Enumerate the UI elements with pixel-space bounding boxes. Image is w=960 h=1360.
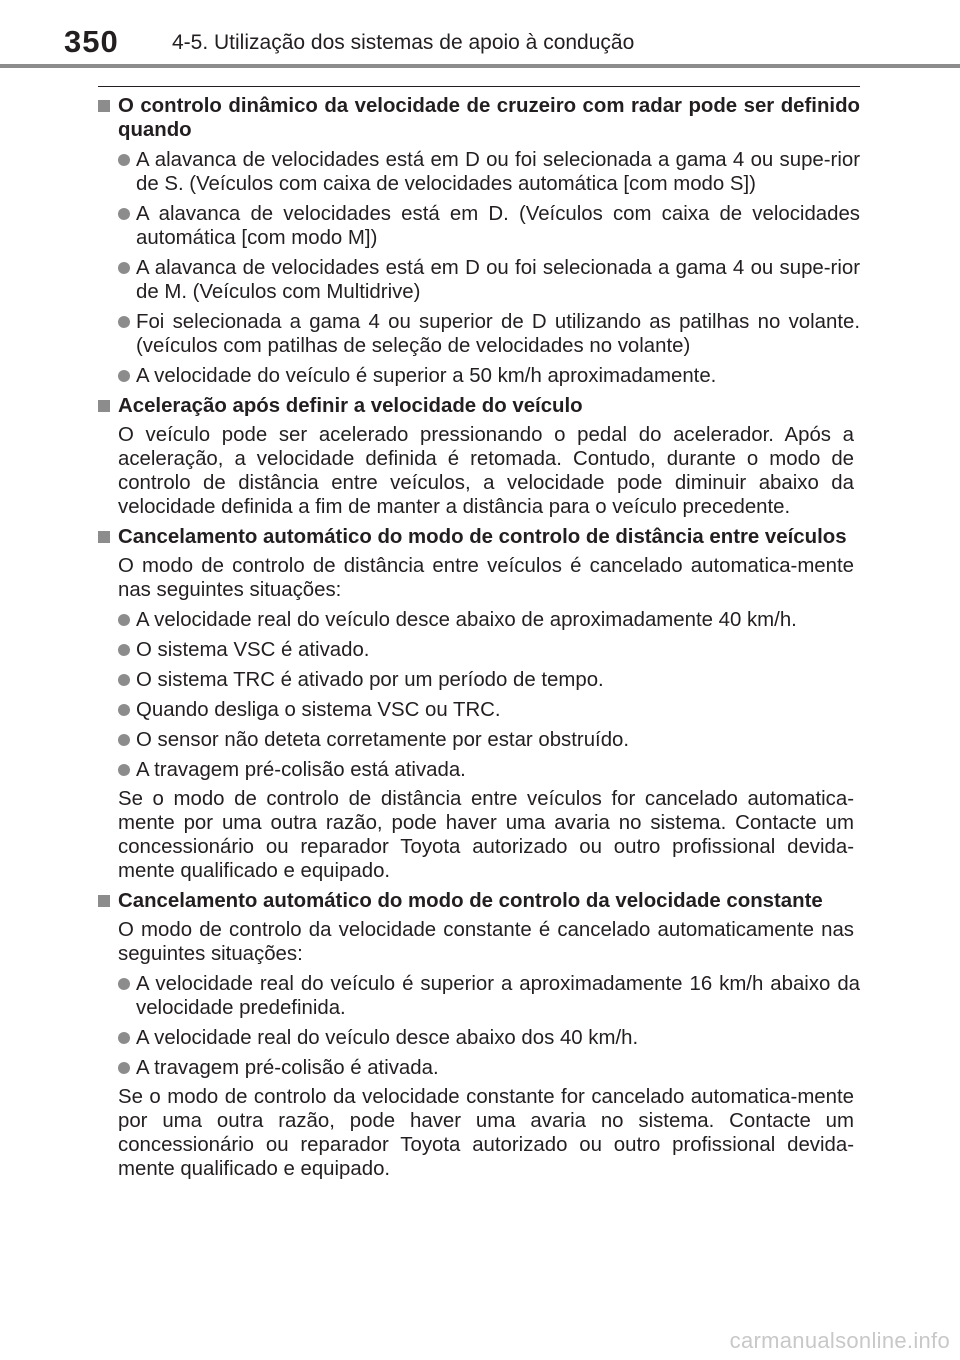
circle-bullet-icon <box>118 704 130 716</box>
list-item-text: A alavanca de velocidades está em D ou foi selecionada a gama 4 ou supe-rior de S. (Veículos com caixa de velocidades automática [com modo S]) <box>136 149 860 195</box>
paragraph: O modo de controlo de distância entre veículos é cancelado automatica-mente nas seguintes situações: <box>118 555 854 601</box>
list-item <box>98 972 860 1020</box>
list-item-text: A travagem pré-colisão está ativada. <box>136 759 466 781</box>
circle-bullet-icon <box>118 1062 130 1074</box>
section-heading <box>98 525 860 549</box>
heading-text: Cancelamento automático do modo de controlo da velocidade constante <box>118 890 823 912</box>
square-bullet-icon <box>98 531 110 543</box>
circle-bullet-icon <box>118 154 130 166</box>
circle-bullet-icon <box>118 978 130 990</box>
section-heading <box>98 889 860 913</box>
heading-text: O controlo dinâmico da velocidade de cruzeiro com radar pode ser definido quando <box>118 95 860 141</box>
circle-bullet-icon <box>118 614 130 626</box>
content-top-divider <box>98 86 860 87</box>
circle-bullet-icon <box>118 674 130 686</box>
list-item-text: Foi selecionada a gama 4 ou superior de D utilizando as patilhas no volante. (veículos com patilhas de seleção de velocidades no volante) <box>136 311 860 357</box>
page-number: 350 <box>64 24 119 59</box>
section-title: 4-5. Utilização dos sistemas de apoio à condução <box>172 31 635 54</box>
list-item <box>98 608 860 632</box>
circle-bullet-icon <box>118 370 130 382</box>
list-item-text: A alavanca de velocidades está em D ou foi selecionada a gama 4 ou supe-rior de M. (Veículos com Multidrive) <box>136 257 860 303</box>
list-item <box>98 758 860 782</box>
circle-bullet-icon <box>118 644 130 656</box>
page-content <box>98 94 860 1181</box>
list-item <box>98 364 860 388</box>
section-heading <box>98 394 860 418</box>
list-item <box>98 310 860 358</box>
header-divider <box>0 64 960 68</box>
paragraph: Se o modo de controlo da velocidade constante for cancelado automatica-mente por uma outra razão, pode haver uma avaria no sistema. Contacte um concessionário ou reparador Toyota autorizado ou outro profissional devida-mente qualificado e equipado. <box>118 1086 854 1180</box>
square-bullet-icon <box>98 400 110 412</box>
circle-bullet-icon <box>118 316 130 328</box>
list-item-text: A travagem pré-colisão é ativada. <box>136 1057 439 1079</box>
circle-bullet-icon <box>118 734 130 746</box>
list-item-text: A velocidade real do veículo desce abaixo de aproximadamente 40 km/h. <box>136 609 797 631</box>
circle-bullet-icon <box>118 1032 130 1044</box>
list-item-text: Quando desliga o sistema VSC ou TRC. <box>136 699 501 721</box>
paragraph: Se o modo de controlo de distância entre veículos for cancelado automatica-mente por uma outra razão, pode haver uma avaria no sistema. Contacte um concessionário ou reparador Toyota autorizado ou outro profissional devida-mente qualificado e equipado. <box>118 788 854 882</box>
list-item <box>98 148 860 196</box>
list-item-text: O sensor não deteta corretamente por estar obstruído. <box>136 729 630 751</box>
list-item <box>98 728 860 752</box>
list-item-text: A velocidade do veículo é superior a 50 km/h aproximadamente. <box>136 365 717 387</box>
list-item-text: A velocidade real do veículo é superior a aproximadamente 16 km/h abaixo da velocidade predefinida. <box>136 973 860 1019</box>
square-bullet-icon <box>98 100 110 112</box>
heading-text: Aceleração após definir a velocidade do veículo <box>118 395 583 417</box>
list-item <box>98 698 860 722</box>
watermark-logo: carmanualsonline.info <box>729 1328 950 1353</box>
paragraph: O veículo pode ser acelerado pressionando o pedal do acelerador. Após a aceleração, a velocidade definida é retomada. Contudo, durante o modo de controlo de distância entre veículos, a velocidade pode diminuir abaixo da velocidade definida a fim de manter a distância para o veículo precedente. <box>118 424 854 518</box>
heading-text: Cancelamento automático do modo de controlo de distância entre veículos <box>118 526 847 548</box>
list-item <box>98 256 860 304</box>
list-item <box>98 638 860 662</box>
list-item-text: A velocidade real do veículo desce abaixo dos 40 km/h. <box>136 1027 639 1049</box>
list-item <box>98 1056 860 1080</box>
list-item <box>98 202 860 250</box>
section-heading <box>98 94 860 142</box>
list-item <box>98 668 860 692</box>
list-item <box>98 1026 860 1050</box>
paragraph: O modo de controlo da velocidade constante é cancelado automaticamente nas seguintes situações: <box>118 919 854 965</box>
circle-bullet-icon <box>118 262 130 274</box>
list-item-text: O sistema TRC é ativado por um período de tempo. <box>136 669 604 691</box>
circle-bullet-icon <box>118 208 130 220</box>
list-item-text: O sistema VSC é ativado. <box>136 639 370 661</box>
list-item-text: A alavanca de velocidades está em D. (Veículos com caixa de velocidades automática [com modo M]) <box>136 203 860 249</box>
square-bullet-icon <box>98 895 110 907</box>
circle-bullet-icon <box>118 764 130 776</box>
